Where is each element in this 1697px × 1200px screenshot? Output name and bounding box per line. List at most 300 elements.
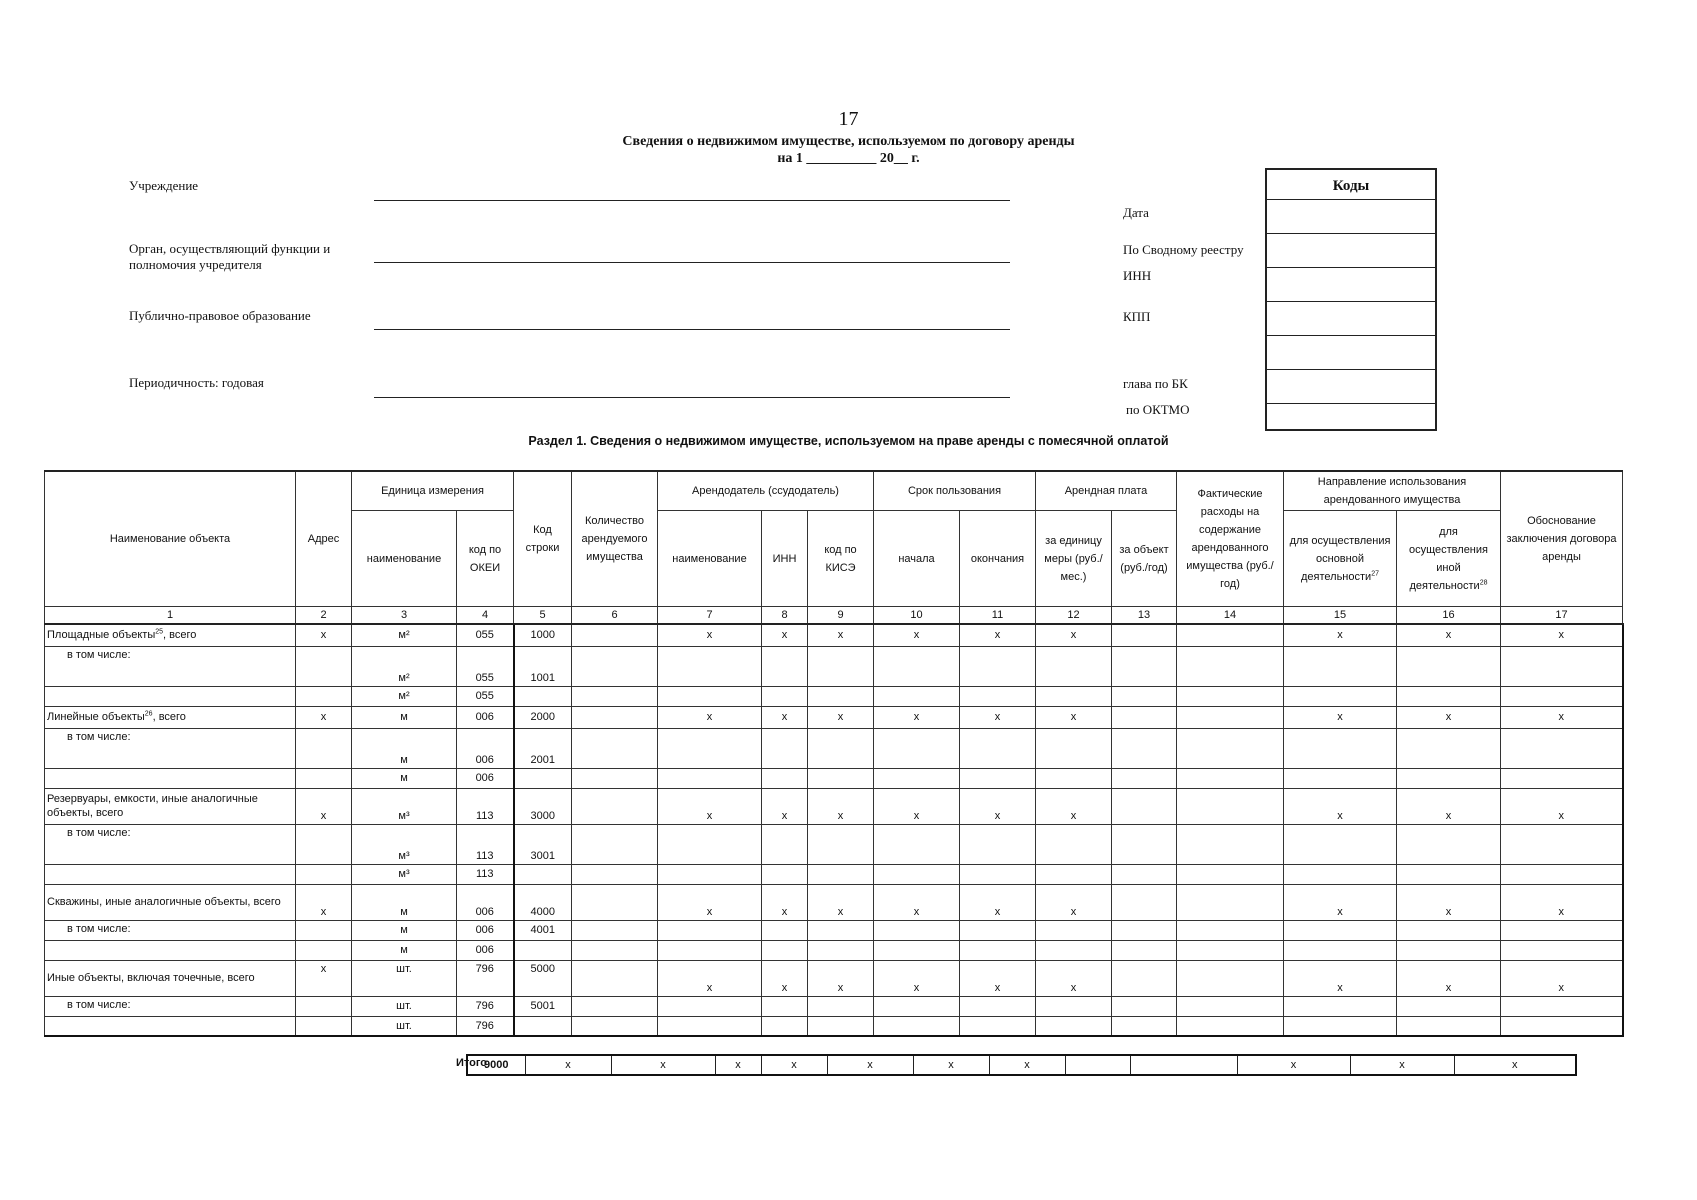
table-cell[interactable] xyxy=(572,960,658,996)
table-cell[interactable] xyxy=(808,864,874,884)
table-cell[interactable] xyxy=(658,728,762,768)
table-cell xyxy=(296,940,352,960)
table-cell[interactable] xyxy=(1397,1016,1501,1036)
total-cell[interactable] xyxy=(1130,1055,1237,1075)
table-cell[interactable] xyxy=(1036,728,1112,768)
table-cell[interactable] xyxy=(1177,940,1284,960)
table-cell[interactable] xyxy=(1397,864,1501,884)
table-cell[interactable] xyxy=(1112,646,1177,686)
table-cell[interactable] xyxy=(658,940,762,960)
table-cell[interactable] xyxy=(1501,768,1623,788)
section-title: Раздел 1. Сведения о недвижимом имуществе, используемом на праве аренды с помесячной оплатой xyxy=(528,434,1169,448)
okei-code: 006 xyxy=(457,920,514,940)
table-cell[interactable] xyxy=(1284,1016,1397,1036)
x-mark[interactable]: x xyxy=(658,960,762,996)
table-cell[interactable] xyxy=(658,646,762,686)
table-row-sub xyxy=(45,996,1623,1016)
field-label-founder: Орган, осуществляющий функции и полномочия учредителя xyxy=(129,241,331,272)
table-cell[interactable] xyxy=(572,646,658,686)
column-number: 1 xyxy=(45,607,296,625)
okei-code: 006 xyxy=(457,884,514,920)
table-cell[interactable] xyxy=(658,920,762,940)
table-cell[interactable] xyxy=(572,624,658,646)
table-cell[interactable] xyxy=(960,728,1036,768)
unit-name: м xyxy=(352,884,457,920)
column-number: 11 xyxy=(960,607,1036,625)
unit-name: м xyxy=(352,920,457,940)
x-mark[interactable]: x xyxy=(1036,706,1112,728)
table-cell[interactable] xyxy=(808,996,874,1016)
x-mark[interactable]: x xyxy=(989,1055,1065,1075)
table-cell[interactable] xyxy=(1501,728,1623,768)
header-lessor-group: Арендодатель (ссудодатель) xyxy=(658,471,874,511)
header-usage-other xyxy=(1397,511,1501,607)
x-mark[interactable]: x xyxy=(874,624,960,646)
table-cell[interactable] xyxy=(1177,824,1284,864)
table-cell[interactable] xyxy=(658,1016,762,1036)
table-cell[interactable] xyxy=(1177,1016,1284,1036)
table-cell[interactable] xyxy=(1036,940,1112,960)
table-cell xyxy=(45,768,296,788)
x-mark[interactable]: x xyxy=(808,960,874,996)
table-cell xyxy=(45,864,296,884)
x-mark[interactable]: x xyxy=(960,960,1036,996)
x-mark[interactable]: x xyxy=(1036,960,1112,996)
table-cell[interactable] xyxy=(572,686,658,706)
column-number: 3 xyxy=(352,607,457,625)
header-usage-main xyxy=(1284,511,1397,607)
table-cell[interactable] xyxy=(1501,824,1623,864)
table-cell[interactable] xyxy=(572,864,658,884)
table-cell[interactable] xyxy=(1284,728,1397,768)
table-cell[interactable] xyxy=(1112,624,1177,646)
table-cell[interactable] xyxy=(1112,824,1177,864)
table-cell[interactable] xyxy=(1397,768,1501,788)
row-label-suffix: , всего xyxy=(163,629,197,642)
row-label-total xyxy=(45,788,296,824)
x-mark[interactable]: x xyxy=(1350,1055,1454,1075)
table-cell[interactable] xyxy=(1397,824,1501,864)
table-cell[interactable] xyxy=(1284,824,1397,864)
table-cell[interactable] xyxy=(762,996,808,1016)
table-cell[interactable] xyxy=(1284,920,1397,940)
total-label: Итого xyxy=(456,1057,488,1069)
table-cell[interactable] xyxy=(762,686,808,706)
table-cell[interactable] xyxy=(1177,864,1284,884)
table-cell[interactable] xyxy=(1112,768,1177,788)
table-cell[interactable] xyxy=(1177,884,1284,920)
x-mark[interactable]: x xyxy=(960,884,1036,920)
table-cell[interactable] xyxy=(1112,940,1177,960)
table-cell[interactable] xyxy=(1501,1016,1623,1036)
table-cell[interactable] xyxy=(658,686,762,706)
table-cell[interactable] xyxy=(1177,996,1284,1016)
table-cell[interactable] xyxy=(1112,996,1177,1016)
table-cell[interactable] xyxy=(572,1016,658,1036)
header-quantity: Количество арендуемого имущества xyxy=(572,471,658,607)
x-mark[interactable]: x xyxy=(715,1055,761,1075)
table-cell[interactable] xyxy=(572,788,658,824)
table-cell[interactable] xyxy=(808,1016,874,1036)
header-usage-other-text: для осуществления иной деятельности xyxy=(1408,525,1488,592)
footnote-28: 28 xyxy=(1479,578,1488,586)
x-mark[interactable]: x xyxy=(1036,788,1112,824)
x-mark[interactable]: x xyxy=(960,706,1036,728)
row-label-text: Скважины, иные аналогичные объекты, всего xyxy=(47,896,281,908)
x-mark[interactable]: x xyxy=(1501,788,1623,824)
table-cell[interactable] xyxy=(1112,960,1177,996)
x-mark[interactable]: x xyxy=(874,884,960,920)
header-basis: Обоснование заключения договора аренды xyxy=(1501,471,1623,607)
table-cell[interactable] xyxy=(1501,996,1623,1016)
unit-name: м xyxy=(352,728,457,768)
x-mark[interactable]: x xyxy=(808,884,874,920)
header-lessor-kise: код по КИСЭ xyxy=(808,511,874,607)
x-mark[interactable]: x xyxy=(913,1055,989,1075)
table-cell[interactable] xyxy=(960,996,1036,1016)
x-mark[interactable]: x xyxy=(1454,1055,1576,1075)
field-line-institution[interactable] xyxy=(374,200,1010,201)
table-cell[interactable] xyxy=(1177,706,1284,728)
row-code: 4000 xyxy=(514,884,572,920)
table-cell[interactable] xyxy=(1112,920,1177,940)
code-cell-date[interactable] xyxy=(1267,200,1435,234)
table-row-total xyxy=(45,960,1623,996)
total-cell[interactable] xyxy=(1065,1055,1130,1075)
table-row-sub xyxy=(45,646,1623,686)
field-label-public-entity: Публично-правовое образование xyxy=(129,308,311,323)
table-cell[interactable] xyxy=(960,920,1036,940)
table-cell xyxy=(296,864,352,884)
table-cell[interactable] xyxy=(1112,788,1177,824)
table-cell[interactable] xyxy=(808,920,874,940)
table-cell[interactable] xyxy=(762,864,808,884)
x-mark[interactable]: x xyxy=(658,706,762,728)
x-mark[interactable]: x xyxy=(808,788,874,824)
table-cell[interactable] xyxy=(1501,686,1623,706)
table-cell[interactable] xyxy=(762,1016,808,1036)
code-cell-oktmo[interactable] xyxy=(1267,404,1435,437)
x-mark[interactable]: x xyxy=(1397,706,1501,728)
x-mark[interactable]: x xyxy=(1397,884,1501,920)
row-label-suffix: , всего xyxy=(152,711,186,723)
x-mark[interactable]: x xyxy=(611,1055,715,1075)
row-code: 5001 xyxy=(514,996,572,1016)
table-cell[interactable] xyxy=(1036,646,1112,686)
table-cell[interactable] xyxy=(1177,646,1284,686)
table-cell[interactable] xyxy=(762,768,808,788)
unit-name: м³ xyxy=(352,824,457,864)
x-mark[interactable]: x xyxy=(1284,884,1397,920)
unit-name: м xyxy=(352,768,457,788)
table-cell[interactable] xyxy=(1036,996,1112,1016)
row-label-total xyxy=(45,706,296,728)
table-cell[interactable] xyxy=(808,940,874,960)
table-cell[interactable] xyxy=(762,646,808,686)
x-mark[interactable]: x xyxy=(762,788,808,824)
row-code: 5000 xyxy=(514,960,572,996)
table-cell[interactable] xyxy=(1397,996,1501,1016)
table-cell xyxy=(296,728,352,768)
x-mark[interactable]: x xyxy=(1036,884,1112,920)
okei-code: 113 xyxy=(457,864,514,884)
table-cell[interactable] xyxy=(658,768,762,788)
table-cell[interactable] xyxy=(1036,864,1112,884)
table-cell[interactable] xyxy=(960,768,1036,788)
label-registry: По Сводному реестру xyxy=(1123,242,1244,257)
x-mark[interactable]: x xyxy=(761,1055,827,1075)
table-cell[interactable] xyxy=(960,686,1036,706)
table-cell[interactable] xyxy=(1036,824,1112,864)
okei-code: 006 xyxy=(457,728,514,768)
header-usage-main-text: для осуществления основной деятельности xyxy=(1289,534,1391,583)
table-cell[interactable] xyxy=(1397,728,1501,768)
table-cell[interactable] xyxy=(1177,920,1284,940)
x-mark[interactable]: x xyxy=(762,706,808,728)
table-cell[interactable] xyxy=(1177,624,1284,646)
codes-header: Коды xyxy=(1267,170,1435,200)
table-cell[interactable] xyxy=(658,996,762,1016)
x-mark[interactable]: x xyxy=(1397,788,1501,824)
header-lessor-inn: ИНН xyxy=(762,511,808,607)
header-actual-costs: Фактические расходы на содержание арендованного имущества (руб./год) xyxy=(1177,471,1284,607)
x-mark[interactable]: x xyxy=(874,960,960,996)
table-cell[interactable] xyxy=(1177,960,1284,996)
x-mark[interactable]: x xyxy=(658,884,762,920)
x-mark[interactable]: x xyxy=(1284,624,1397,646)
table-cell xyxy=(296,646,352,686)
row-label-text: Площадные объекты xyxy=(47,629,156,642)
table-cell[interactable] xyxy=(658,864,762,884)
unit-name: шт. xyxy=(352,996,457,1016)
table-cell[interactable] xyxy=(1177,788,1284,824)
x-mark[interactable]: x xyxy=(1501,960,1623,996)
x-mark[interactable]: x xyxy=(1397,624,1501,646)
x-mark[interactable]: x xyxy=(1501,624,1623,646)
x-mark[interactable]: x xyxy=(960,624,1036,646)
table-cell[interactable] xyxy=(1501,864,1623,884)
table-cell[interactable] xyxy=(1177,686,1284,706)
x-mark[interactable]: x xyxy=(762,624,808,646)
table-cell[interactable] xyxy=(1112,706,1177,728)
table-cell[interactable] xyxy=(960,864,1036,884)
table-cell[interactable] xyxy=(1177,768,1284,788)
x-mark[interactable]: x xyxy=(1237,1055,1350,1075)
x-mark: x xyxy=(296,624,352,646)
table-cell[interactable] xyxy=(874,646,960,686)
okei-code: 006 xyxy=(457,768,514,788)
x-mark[interactable]: x xyxy=(1284,706,1397,728)
table-cell[interactable] xyxy=(1397,940,1501,960)
x-mark[interactable]: x xyxy=(525,1055,611,1075)
x-mark[interactable]: x xyxy=(1397,960,1501,996)
table-cell[interactable] xyxy=(1112,686,1177,706)
field-line-periodicity xyxy=(374,397,1010,398)
table-cell[interactable] xyxy=(572,996,658,1016)
table-cell[interactable] xyxy=(874,824,960,864)
code-cell-extra[interactable] xyxy=(1267,336,1435,370)
document-title: Сведения о недвижимом имуществе, используемом по договору аренды xyxy=(622,134,1075,149)
table-cell[interactable] xyxy=(1036,686,1112,706)
row-label-including: в том числе: xyxy=(45,824,296,864)
total-row-table xyxy=(466,1054,1577,1076)
total-row-code: 9000 xyxy=(467,1055,525,1075)
table-cell[interactable] xyxy=(1177,728,1284,768)
x-mark[interactable]: x xyxy=(960,788,1036,824)
table-cell xyxy=(296,824,352,864)
table-cell[interactable] xyxy=(762,824,808,864)
table-cell[interactable] xyxy=(960,824,1036,864)
table-cell[interactable] xyxy=(762,940,808,960)
x-mark[interactable]: x xyxy=(762,960,808,996)
table-row-sub xyxy=(45,728,1623,768)
field-line-public-entity[interactable] xyxy=(374,329,1010,330)
column-number: 4 xyxy=(457,607,514,625)
table-cell[interactable] xyxy=(874,940,960,960)
total-row xyxy=(467,1055,1576,1075)
code-cell-kpp[interactable] xyxy=(1267,302,1435,336)
table-cell[interactable] xyxy=(572,706,658,728)
codes-box xyxy=(1265,168,1437,431)
table-cell xyxy=(296,686,352,706)
unit-name: м² xyxy=(352,624,457,646)
table-cell[interactable] xyxy=(1284,686,1397,706)
row-code: 3001 xyxy=(514,824,572,864)
table-cell[interactable] xyxy=(808,686,874,706)
column-number: 17 xyxy=(1501,607,1623,625)
table-cell xyxy=(296,768,352,788)
x-mark[interactable]: x xyxy=(827,1055,913,1075)
table-cell[interactable] xyxy=(1036,920,1112,940)
okei-code: 006 xyxy=(457,940,514,960)
table-cell[interactable] xyxy=(874,686,960,706)
label-oktmo: по ОКТМО xyxy=(1126,402,1190,417)
table-cell[interactable] xyxy=(960,1016,1036,1036)
x-mark[interactable]: x xyxy=(808,624,874,646)
row-label-text: Резервуары, емкости, иные аналогичные объекты, всего xyxy=(47,793,258,819)
table-cell[interactable] xyxy=(874,864,960,884)
table-cell[interactable] xyxy=(960,940,1036,960)
field-line-founder[interactable] xyxy=(374,262,1010,263)
x-mark[interactable]: x xyxy=(1284,788,1397,824)
table-cell[interactable] xyxy=(1036,1016,1112,1036)
x-mark[interactable]: x xyxy=(1284,960,1397,996)
table-cell[interactable] xyxy=(1036,768,1112,788)
table-cell[interactable] xyxy=(808,646,874,686)
column-number: 8 xyxy=(762,607,808,625)
table-cell[interactable] xyxy=(874,920,960,940)
column-number: 2 xyxy=(296,607,352,625)
table-cell[interactable] xyxy=(658,824,762,864)
x-mark[interactable]: x xyxy=(658,624,762,646)
table-cell[interactable] xyxy=(874,996,960,1016)
table-cell[interactable] xyxy=(960,646,1036,686)
header-term-start: начала xyxy=(874,511,960,607)
x-mark[interactable]: x xyxy=(874,788,960,824)
header-rent-unit: за единицу меры (руб./мес.) xyxy=(1036,511,1112,607)
table-cell[interactable] xyxy=(808,728,874,768)
table-cell[interactable] xyxy=(572,824,658,864)
table-cell[interactable] xyxy=(1501,920,1623,940)
code-cell-registry[interactable] xyxy=(1267,234,1435,268)
table-cell[interactable] xyxy=(572,940,658,960)
table-cell[interactable] xyxy=(1284,940,1397,960)
code-cell-glava[interactable] xyxy=(1267,370,1435,404)
table-cell[interactable] xyxy=(1112,1016,1177,1036)
column-number: 14 xyxy=(1177,607,1284,625)
table-cell[interactable] xyxy=(1284,864,1397,884)
table-cell xyxy=(514,864,572,884)
x-mark[interactable]: x xyxy=(808,706,874,728)
table-cell[interactable] xyxy=(1112,728,1177,768)
table-cell[interactable] xyxy=(808,824,874,864)
table-row-total xyxy=(45,884,1623,920)
table-cell[interactable] xyxy=(572,768,658,788)
header-unit-name: наименование xyxy=(352,511,457,607)
table-row-total xyxy=(45,624,1623,646)
footnote-27: 27 xyxy=(1371,569,1379,577)
table-cell[interactable] xyxy=(1284,996,1397,1016)
unit-name: м xyxy=(352,706,457,728)
table-row-detail xyxy=(45,686,1623,706)
table-cell[interactable] xyxy=(1501,646,1623,686)
header-usage-group: Направление использования арендованного имущества xyxy=(1284,471,1501,511)
table-cell[interactable] xyxy=(1397,646,1501,686)
code-cell-inn[interactable] xyxy=(1267,268,1435,302)
row-label-including: в том числе: xyxy=(45,996,296,1016)
table-cell[interactable] xyxy=(572,728,658,768)
x-mark[interactable]: x xyxy=(1036,624,1112,646)
x-mark[interactable]: x xyxy=(658,788,762,824)
table-cell[interactable] xyxy=(572,884,658,920)
table-cell[interactable] xyxy=(1112,864,1177,884)
x-mark[interactable]: x xyxy=(762,884,808,920)
table-cell[interactable] xyxy=(808,768,874,788)
column-number: 9 xyxy=(808,607,874,625)
table-row-detail xyxy=(45,864,1623,884)
column-number: 10 xyxy=(874,607,960,625)
unit-name: шт. xyxy=(352,960,457,996)
table-cell xyxy=(514,1016,572,1036)
table-cell[interactable] xyxy=(874,768,960,788)
table-cell[interactable] xyxy=(762,728,808,768)
table-cell[interactable] xyxy=(1397,920,1501,940)
x-mark[interactable]: x xyxy=(874,706,960,728)
table-cell[interactable] xyxy=(1284,646,1397,686)
header-name: Наименование объекта xyxy=(45,471,296,607)
table-cell[interactable] xyxy=(1284,768,1397,788)
table-cell[interactable] xyxy=(1397,686,1501,706)
label-kpp: КПП xyxy=(1123,309,1151,324)
table-cell[interactable] xyxy=(572,920,658,940)
table-cell[interactable] xyxy=(762,920,808,940)
table-cell[interactable] xyxy=(1112,884,1177,920)
label-inn: ИНН xyxy=(1123,268,1152,283)
table-row-total xyxy=(45,706,1623,728)
x-mark[interactable]: x xyxy=(1501,884,1623,920)
column-number: 13 xyxy=(1112,607,1177,625)
table-cell[interactable] xyxy=(1501,940,1623,960)
header-unit-group: Единица измерения xyxy=(352,471,514,511)
x-mark[interactable]: x xyxy=(1501,706,1623,728)
table-cell xyxy=(296,1016,352,1036)
table-cell xyxy=(514,768,572,788)
header-term-group: Срок пользования xyxy=(874,471,1036,511)
table-cell[interactable] xyxy=(874,1016,960,1036)
okei-code: 055 xyxy=(457,624,514,646)
table-cell[interactable] xyxy=(874,728,960,768)
unit-name: м xyxy=(352,940,457,960)
